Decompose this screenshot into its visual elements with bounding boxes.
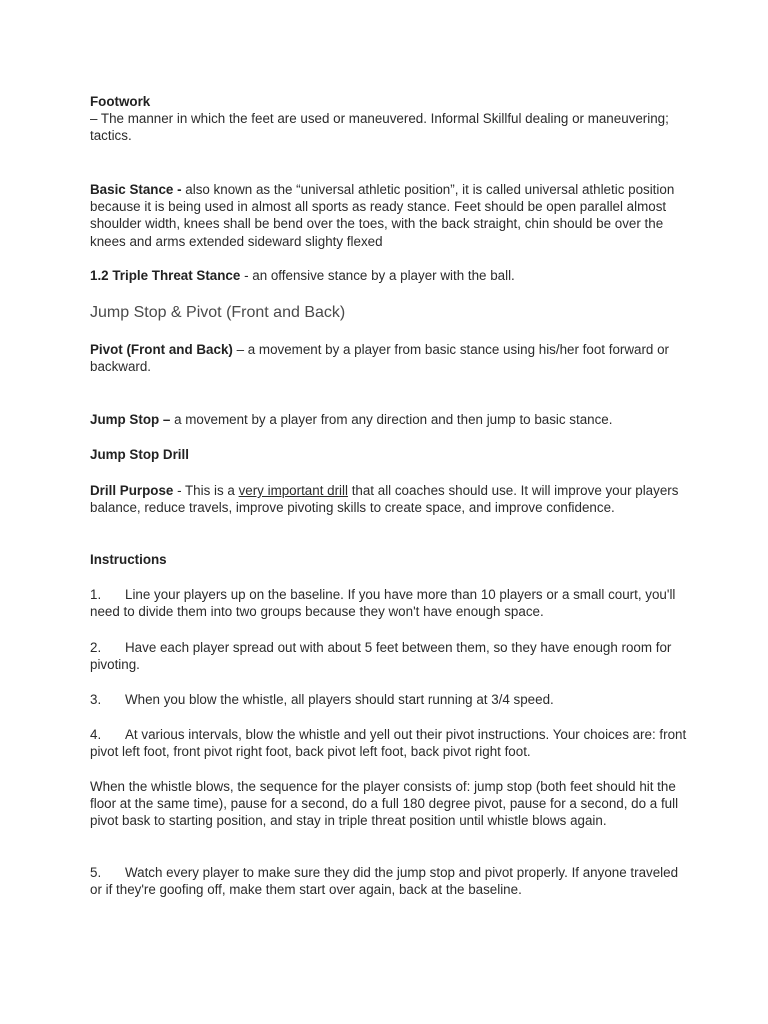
basic-stance-term: Basic Stance - bbox=[90, 182, 182, 197]
footwork-definition: – The manner in which the feet are used or maneuvered. Informal Skillful dealing or maneuvering; tactics. bbox=[90, 111, 669, 144]
footwork-title: Footwork bbox=[90, 94, 151, 109]
section-heading-block bbox=[90, 303, 690, 323]
jump-stop-term: Jump Stop – bbox=[90, 412, 171, 427]
step-number: 1. bbox=[90, 587, 102, 602]
step-4 bbox=[90, 726, 690, 760]
drill-purpose-link[interactable]: very important drill bbox=[238, 483, 348, 498]
step-5 bbox=[90, 864, 690, 898]
instructions-title-block bbox=[90, 551, 690, 568]
drill-title: Jump Stop Drill bbox=[90, 447, 189, 462]
triple-threat-text: - an offensive stance by a player with the ball. bbox=[240, 268, 515, 283]
step-3 bbox=[90, 691, 690, 708]
footwork-section bbox=[90, 93, 690, 145]
step-2 bbox=[90, 639, 690, 673]
basic-stance-section bbox=[90, 181, 690, 250]
step-number: 5. bbox=[90, 865, 102, 880]
sequence-paragraph: When the whistle blows, the sequence for the player consists of: jump stop (both feet should hit the floor at the same time), pause for a second, do a full 180 degree pivot, pause for a second, do a full pivot bask to starting position, and stay in triple threat position until whistle blows again. bbox=[90, 779, 679, 829]
step-1 bbox=[90, 586, 690, 620]
triple-threat-term: 1.2 Triple Threat Stance bbox=[90, 268, 241, 283]
instructions-title: Instructions bbox=[90, 552, 167, 567]
step-number: 3. bbox=[90, 692, 102, 707]
pivot-term: Pivot (Front and Back) bbox=[90, 342, 233, 357]
step-text: Line your players up on the baseline. If you have more than 10 players or a small court, you'll need to divide them into two groups because they won't have enough space. bbox=[90, 587, 676, 620]
jump-stop-text: a movement by a player from any direction and then jump to basic stance. bbox=[170, 412, 613, 427]
section-heading: Jump Stop & Pivot (Front and Back) bbox=[90, 304, 346, 321]
triple-threat-section bbox=[90, 267, 690, 284]
drill-purpose-section bbox=[90, 482, 690, 516]
step-text: Watch every player to make sure they did the jump stop and pivot properly. If anyone traveled or if they're goofing off, make them start over again, back at the baseline. bbox=[90, 865, 679, 898]
step-text: At various intervals, blow the whistle and yell out their pivot instructions. Your choices are: front pivot left foot, front pivot right foot, back pivot left foot, back pivot right foot. bbox=[90, 727, 687, 760]
step-number: 4. bbox=[90, 727, 102, 742]
step-text: Have each player spread out with about 5 feet between them, so they have enough room for pivoting. bbox=[90, 640, 672, 673]
step-text: When you blow the whistle, all players should start running at 3/4 speed. bbox=[125, 692, 554, 707]
drill-purpose-text-before: - This is a bbox=[173, 483, 239, 498]
jump-stop-section bbox=[90, 411, 690, 428]
drill-purpose-term: Drill Purpose bbox=[90, 483, 174, 498]
sequence-paragraph-block bbox=[90, 778, 690, 830]
step-number: 2. bbox=[90, 640, 102, 655]
basic-stance-text: also known as the “universal athletic position”, it is called universal athletic position because it is being used in almost all sports as ready stance. Feet should be open parallel almost shoulder width, knees shall be bend over the toes, with the back straight, chin should be over the knees and arms extended sideward slighty flexed bbox=[90, 182, 675, 249]
pivot-text: – a movement by a player from basic stance using his/her foot forward or backward. bbox=[90, 342, 670, 375]
drill-title-block bbox=[90, 446, 690, 463]
drill-purpose-text-after: that all coaches should use. It will improve your players balance, reduce travels, improve pivoting skills to create space, and improve confidence. bbox=[90, 483, 679, 516]
pivot-section bbox=[90, 341, 690, 375]
